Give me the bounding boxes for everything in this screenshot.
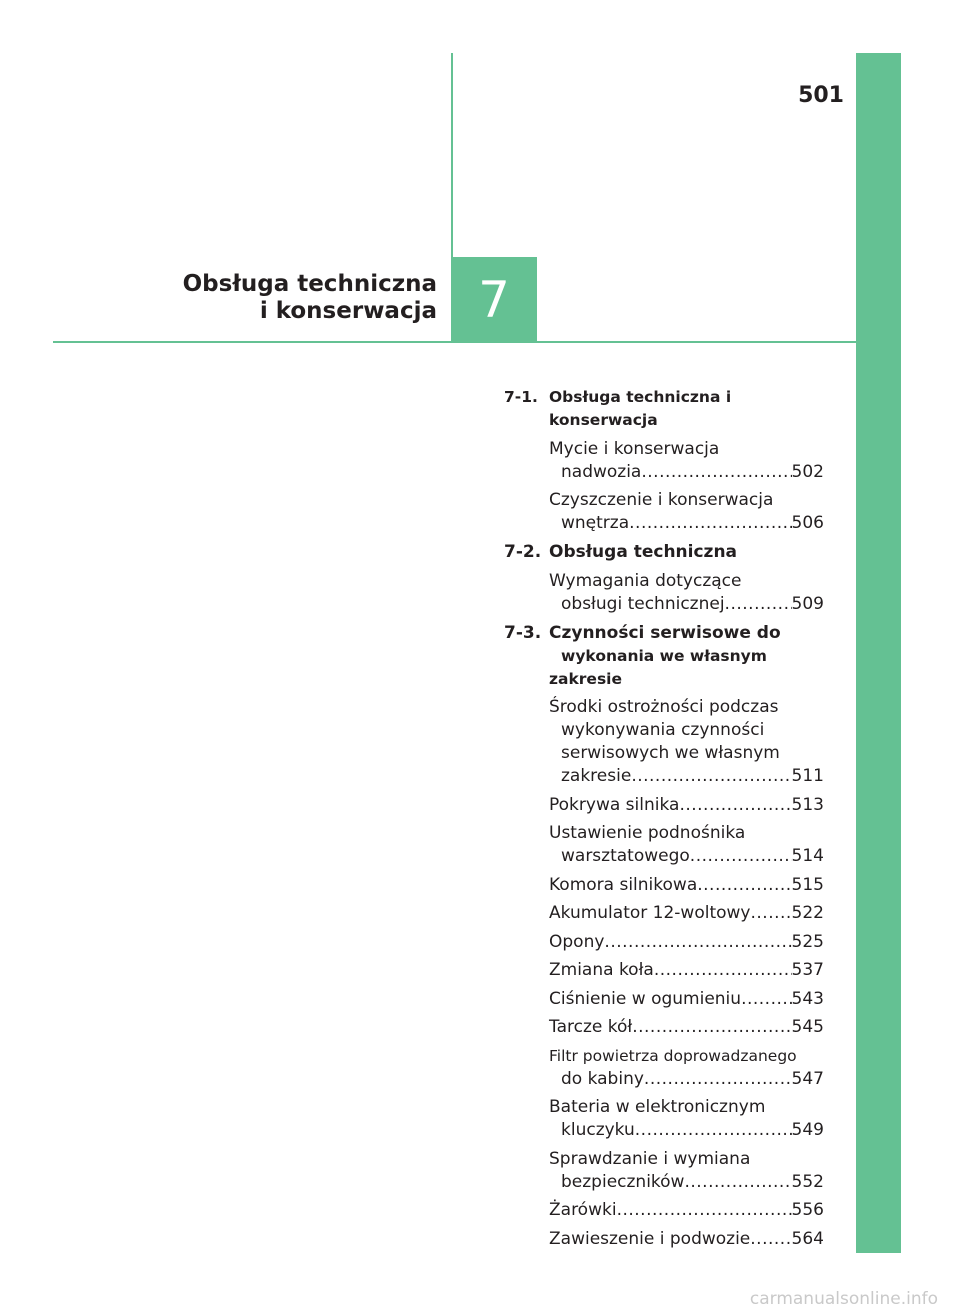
entry-title-last: Pokrywa silnika [549, 794, 680, 815]
toc-section-7-1[interactable] [504, 386, 824, 432]
toc-entry[interactable] [504, 794, 824, 817]
entry-title-line: wykonywania czynności [561, 720, 765, 740]
entry-page: 543 [791, 988, 824, 1009]
leader-dots [697, 874, 791, 897]
section-title-line1: Czynności serwisowe do [549, 622, 781, 643]
chapter-number: 7 [478, 271, 510, 329]
toc-entry[interactable] [504, 874, 824, 897]
toc-entry[interactable] [504, 1016, 824, 1039]
entry-title-line: Czyszczenie i konserwacja [549, 490, 774, 510]
entry-page: 513 [791, 794, 824, 815]
table-of-contents [504, 380, 824, 1251]
entry-title-line: Bateria w elektronicznym [549, 1097, 766, 1117]
entry-title-last: nadwozia [561, 461, 642, 482]
entry-page: 522 [791, 903, 824, 923]
entry-page: 549 [791, 1120, 824, 1140]
entry-title-last: bezpieczników [561, 1171, 685, 1192]
leader-dots [751, 902, 792, 925]
leader-dots [641, 461, 791, 484]
entry-title-line: Ustawienie podnośnika [549, 823, 746, 843]
toc-entry[interactable] [504, 1228, 824, 1251]
entry-title-last: zakresie [561, 766, 632, 786]
leader-dots [644, 1068, 792, 1091]
chapter-title [183, 271, 437, 325]
watermark: carmanualsonline.info [749, 1289, 938, 1309]
leader-dots [654, 959, 792, 982]
entry-page: 556 [791, 1200, 824, 1220]
entry-title-last: kluczyku [561, 1120, 635, 1140]
entry-title-line: Sprawdzanie i wymiana [549, 1148, 751, 1169]
leader-dots [684, 1171, 791, 1194]
entry-title-last: Żarówki [549, 1200, 617, 1220]
toc-entry[interactable] [504, 902, 824, 925]
entry-page: 515 [791, 874, 824, 895]
entry-title-line: Środki ostrożności podczas [549, 697, 779, 717]
chapter-title-line2: i konserwacja [259, 298, 437, 324]
toc-entry[interactable] [504, 822, 824, 868]
leader-dots [617, 1199, 792, 1222]
leader-dots [629, 512, 791, 535]
entry-title-line: Filtr powietrza doprowadzanego [549, 1046, 797, 1065]
entry-title-last: do kabiny [561, 1068, 644, 1089]
entry-title-last: Komora silnikowa [549, 874, 698, 895]
entry-title-last: Akumulator 12-woltowy [549, 903, 751, 923]
entry-page: 547 [791, 1068, 824, 1089]
toc-entry[interactable] [504, 696, 824, 788]
leader-dots [631, 765, 791, 788]
entry-title-last: Opony [549, 931, 605, 952]
leader-dots [690, 845, 792, 868]
entry-title-last: Tarcze kół [549, 1017, 633, 1037]
entry-title-last: Zawieszenie i podwozie [549, 1228, 751, 1249]
entry-title-last: warsztatowego [561, 846, 690, 866]
entry-title-last: Ciśnienie w ogumieniu [549, 988, 742, 1009]
entry-page: 564 [791, 1228, 824, 1249]
entry-title-last: wnętrza [561, 513, 630, 533]
chapter-number-box [451, 257, 537, 343]
entry-title-last: obsługi technicznej [561, 593, 725, 614]
entry-title-last: Zmiana koła [549, 960, 654, 980]
chapter-title-line1: Obsługa techniczna [182, 271, 437, 297]
leader-dots [741, 988, 791, 1011]
toc-entry[interactable] [504, 959, 824, 982]
leader-dots [679, 794, 791, 817]
section-title-line2: wykonania we własnym zakresie [549, 646, 767, 688]
page-number: 501 [798, 83, 844, 108]
toc-entry[interactable] [504, 988, 824, 1011]
leader-dots [635, 1119, 792, 1142]
section-number: 7-3. [504, 622, 542, 643]
entry-title-line: Wymagania dotyczące [549, 570, 742, 591]
chapter-tab-bar [856, 53, 901, 1253]
toc-entry[interactable] [504, 438, 824, 484]
section-title: Obsługa techniczna [549, 542, 738, 562]
entry-page: 537 [791, 960, 824, 980]
entry-page: 502 [791, 461, 824, 482]
entry-page: 525 [791, 931, 824, 952]
toc-entry[interactable] [504, 489, 824, 535]
leader-dots [750, 1228, 791, 1251]
toc-entry[interactable] [504, 1096, 824, 1142]
toc-entry[interactable] [504, 1199, 824, 1222]
toc-entry[interactable] [504, 570, 824, 616]
leader-dots [725, 593, 792, 616]
entry-page: 514 [791, 846, 824, 866]
leader-dots [604, 931, 791, 954]
section-number: 7-2. [504, 542, 542, 562]
entry-title-line: serwisowych we własnym [561, 743, 780, 763]
entry-page: 509 [791, 593, 824, 614]
entry-page: 552 [791, 1171, 824, 1192]
section-number: 7-1. [504, 388, 538, 406]
toc-entry[interactable] [504, 931, 824, 954]
toc-section-7-3[interactable] [504, 622, 824, 691]
entry-page: 511 [791, 766, 824, 786]
section-title: Obsługa techniczna i konserwacja [549, 388, 732, 429]
toc-section-7-2[interactable] [504, 541, 824, 564]
entry-title-line: Mycie i konserwacja [549, 438, 720, 459]
toc-entry[interactable] [504, 1148, 824, 1194]
toc-entry[interactable] [504, 1045, 824, 1091]
entry-page: 506 [791, 513, 824, 533]
leader-dots [632, 1016, 791, 1039]
entry-page: 545 [791, 1017, 824, 1037]
